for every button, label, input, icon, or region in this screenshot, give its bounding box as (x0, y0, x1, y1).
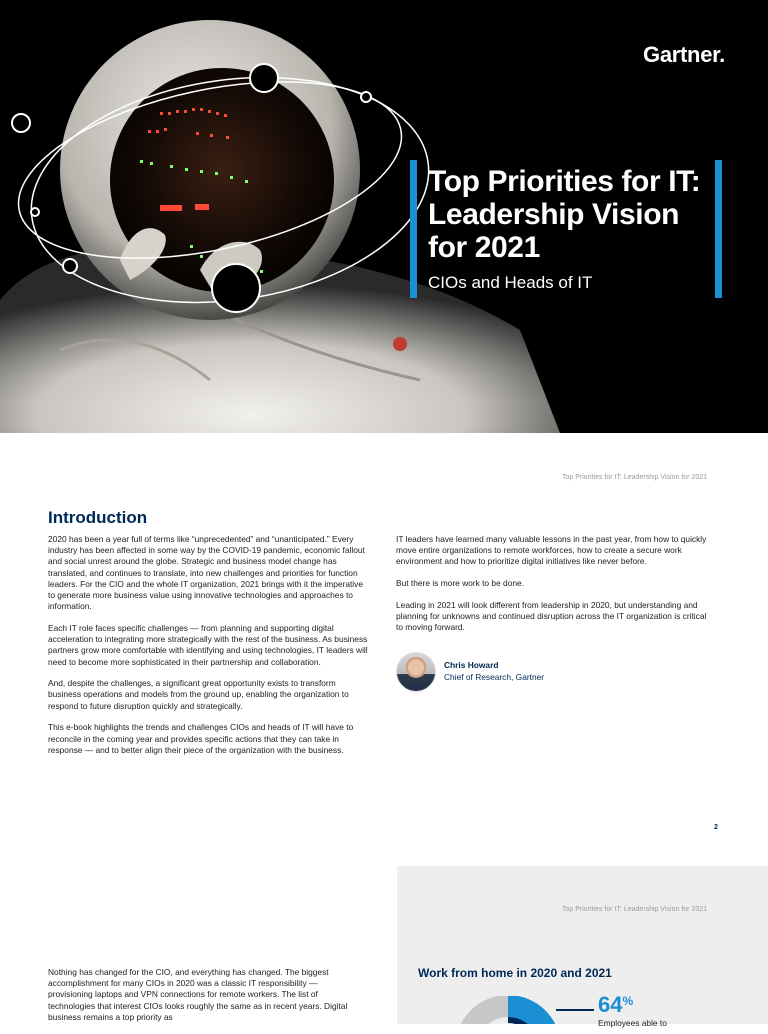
stat-leader-line (556, 1009, 594, 1011)
stat-number: 64 (598, 992, 623, 1017)
running-head: Top Priorities for IT: Leadership Vision for 2021 (562, 906, 708, 913)
paragraph: And, despite the challenges, a significant great opportunity exists to transform business operations and models from the ground up, enabling the organization to respond to future disruption quickly and strategically. (48, 678, 349, 711)
paragraph: 2020 has been a year full of terms like “unprecedented” and “unanticipated.” Every industry has been affected in some way by the COVID-19 pandemic, economic fallout and social unrest around the globe. Strategic and business model change has translated, and continues to translate, into new challenges and priorities for function leaders. For the CIO and the whole IT organization, 2021 brings with it the imperative to generate more business value using innovative technologies and approaches to information. (48, 534, 365, 612)
author-name: Chris Howard (444, 660, 499, 670)
donut-chart (458, 996, 558, 1024)
accent-bar-left (410, 160, 417, 298)
stat-panel (397, 866, 768, 1024)
cover-title: Top Priorities for IT: Leadership Vision for 2021 (428, 165, 701, 264)
page-number: 2 (714, 824, 718, 831)
paragraph: Each IT role faces specific challenges — from planning and supporting digital acceleration to integrating more strategically with the rest of the business. As business partners grow more comfortable with identifying and using technologies, IT leaders will need to become more sophisticated in their partnership and collaboration. (48, 622, 368, 667)
donut-remainder-slice (466, 1006, 508, 1024)
author-block (396, 652, 716, 694)
chart-title: Work from home in 2020 and 2021 (418, 966, 612, 980)
intro-right-column (396, 534, 708, 644)
stat-value (598, 992, 633, 1018)
paragraph: This e-book highlights the trends and challenges CIOs and heads of IT will have to reconcile in the coming year and provides specific actions that they can take in response — and to better align their piece of the organization with the business. (48, 722, 354, 755)
gartner-logo: Gartner. (643, 42, 725, 67)
paragraph: Nothing has changed for the CIO, and everything has changed. The biggest accomplishment for many CIOs in 2020 was a classic IT responsibility — provisioning laptops and VPN connections for remote workers. The list of technologies that interest CIOs looks roughly the same as in recent years. Digital business remains a top priority as (48, 967, 348, 1022)
avatar (396, 652, 436, 692)
intro-left-column (48, 534, 370, 766)
cover-title-block (410, 160, 722, 298)
stat-caption: Employees able to (598, 1018, 667, 1028)
paragraph: IT leaders have learned many valuable lessons in the past year, from how to quickly move entire organizations to remote workforces, how to create a secure work environment and how to prioritize digital initiatives like never before. (396, 534, 707, 567)
stat-unit: % (622, 994, 634, 1008)
section-heading: Introduction (48, 508, 148, 527)
cover (0, 0, 768, 433)
author-role: Chief of Research, Gartner (444, 672, 545, 682)
paragraph: Leading in 2021 will look different from leadership in 2020, but understanding and planning for unknowns and continued disruption across the IT organization is critical to moving forward. (396, 599, 707, 633)
running-head: Top Priorities for IT: Leadership Vision for 2021 (562, 474, 708, 481)
cover-subtitle: CIOs and Heads of IT (428, 273, 593, 292)
paragraph: But there is more work to be done. (396, 578, 525, 589)
